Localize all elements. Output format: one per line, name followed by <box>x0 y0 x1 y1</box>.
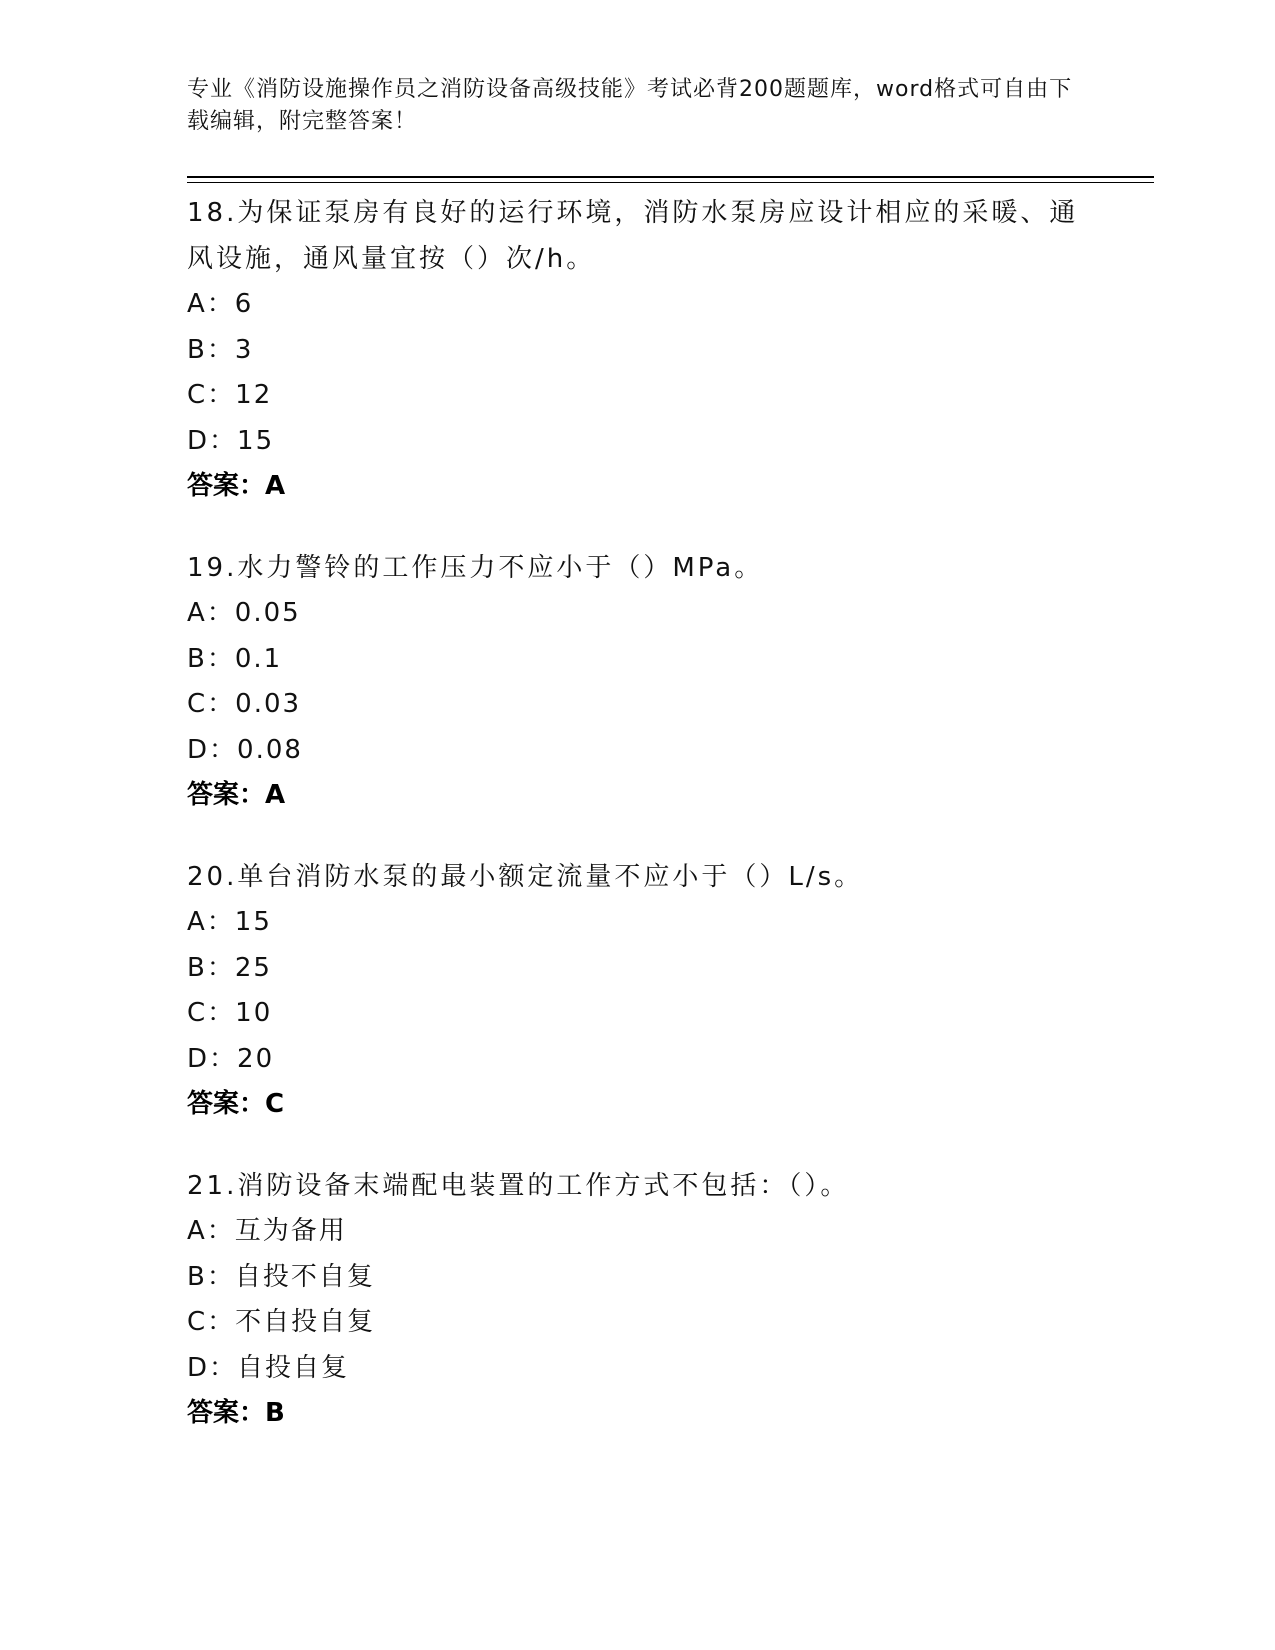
question-19 <box>187 545 1087 818</box>
question-20 <box>187 854 1087 1127</box>
option-d: D：0.08 <box>187 734 303 765</box>
option-a: A：6 <box>187 289 254 319</box>
answer-line: 答案：B <box>187 1398 285 1428</box>
header-divider-thin <box>187 182 1154 183</box>
question-21 <box>187 1163 1087 1436</box>
option-c: C：不自投自复 <box>187 1307 376 1337</box>
question-text: 21.消防设备末端配电装置的工作方式不包括：（）。 <box>187 1171 850 1201</box>
answer-line: 答案：A <box>187 780 286 810</box>
option-a: A：互为备用 <box>187 1216 347 1246</box>
option-a: A：0.05 <box>187 598 301 628</box>
answer-line: 答案：A <box>187 471 286 501</box>
document-header: 专业《消防设施操作员之消防设备高级技能》考试必背200题题库，word格式可自由下载编辑，附完整答案！ <box>187 77 1073 134</box>
question-18 <box>187 190 1087 509</box>
option-b: B：3 <box>187 334 254 365</box>
question-list <box>187 190 1087 1472</box>
option-c: C：10 <box>187 998 273 1028</box>
option-d: D：自投自复 <box>187 1352 350 1383</box>
option-d: D：15 <box>187 425 275 456</box>
option-b: B：自投不自复 <box>187 1261 375 1292</box>
option-c: C：0.03 <box>187 689 302 719</box>
question-text: 20.单台消防水泵的最小额定流量不应小于（）L/s。 <box>187 862 864 892</box>
option-c: C：12 <box>187 380 273 410</box>
question-text: 19.水力警铃的工作压力不应小于（）MPa。 <box>187 553 764 583</box>
option-b: B：0.1 <box>187 643 283 674</box>
option-b: B：25 <box>187 952 272 983</box>
option-d: D：20 <box>187 1043 275 1074</box>
option-a: A：15 <box>187 907 272 937</box>
header-divider-thick <box>187 176 1154 178</box>
question-text: 18.为保证泵房有良好的运行环境，消防水泵房应设计相应的采暖、通风设施，通风量宜按（）次/h。 <box>187 198 1079 274</box>
answer-line: 答案：C <box>187 1089 285 1119</box>
